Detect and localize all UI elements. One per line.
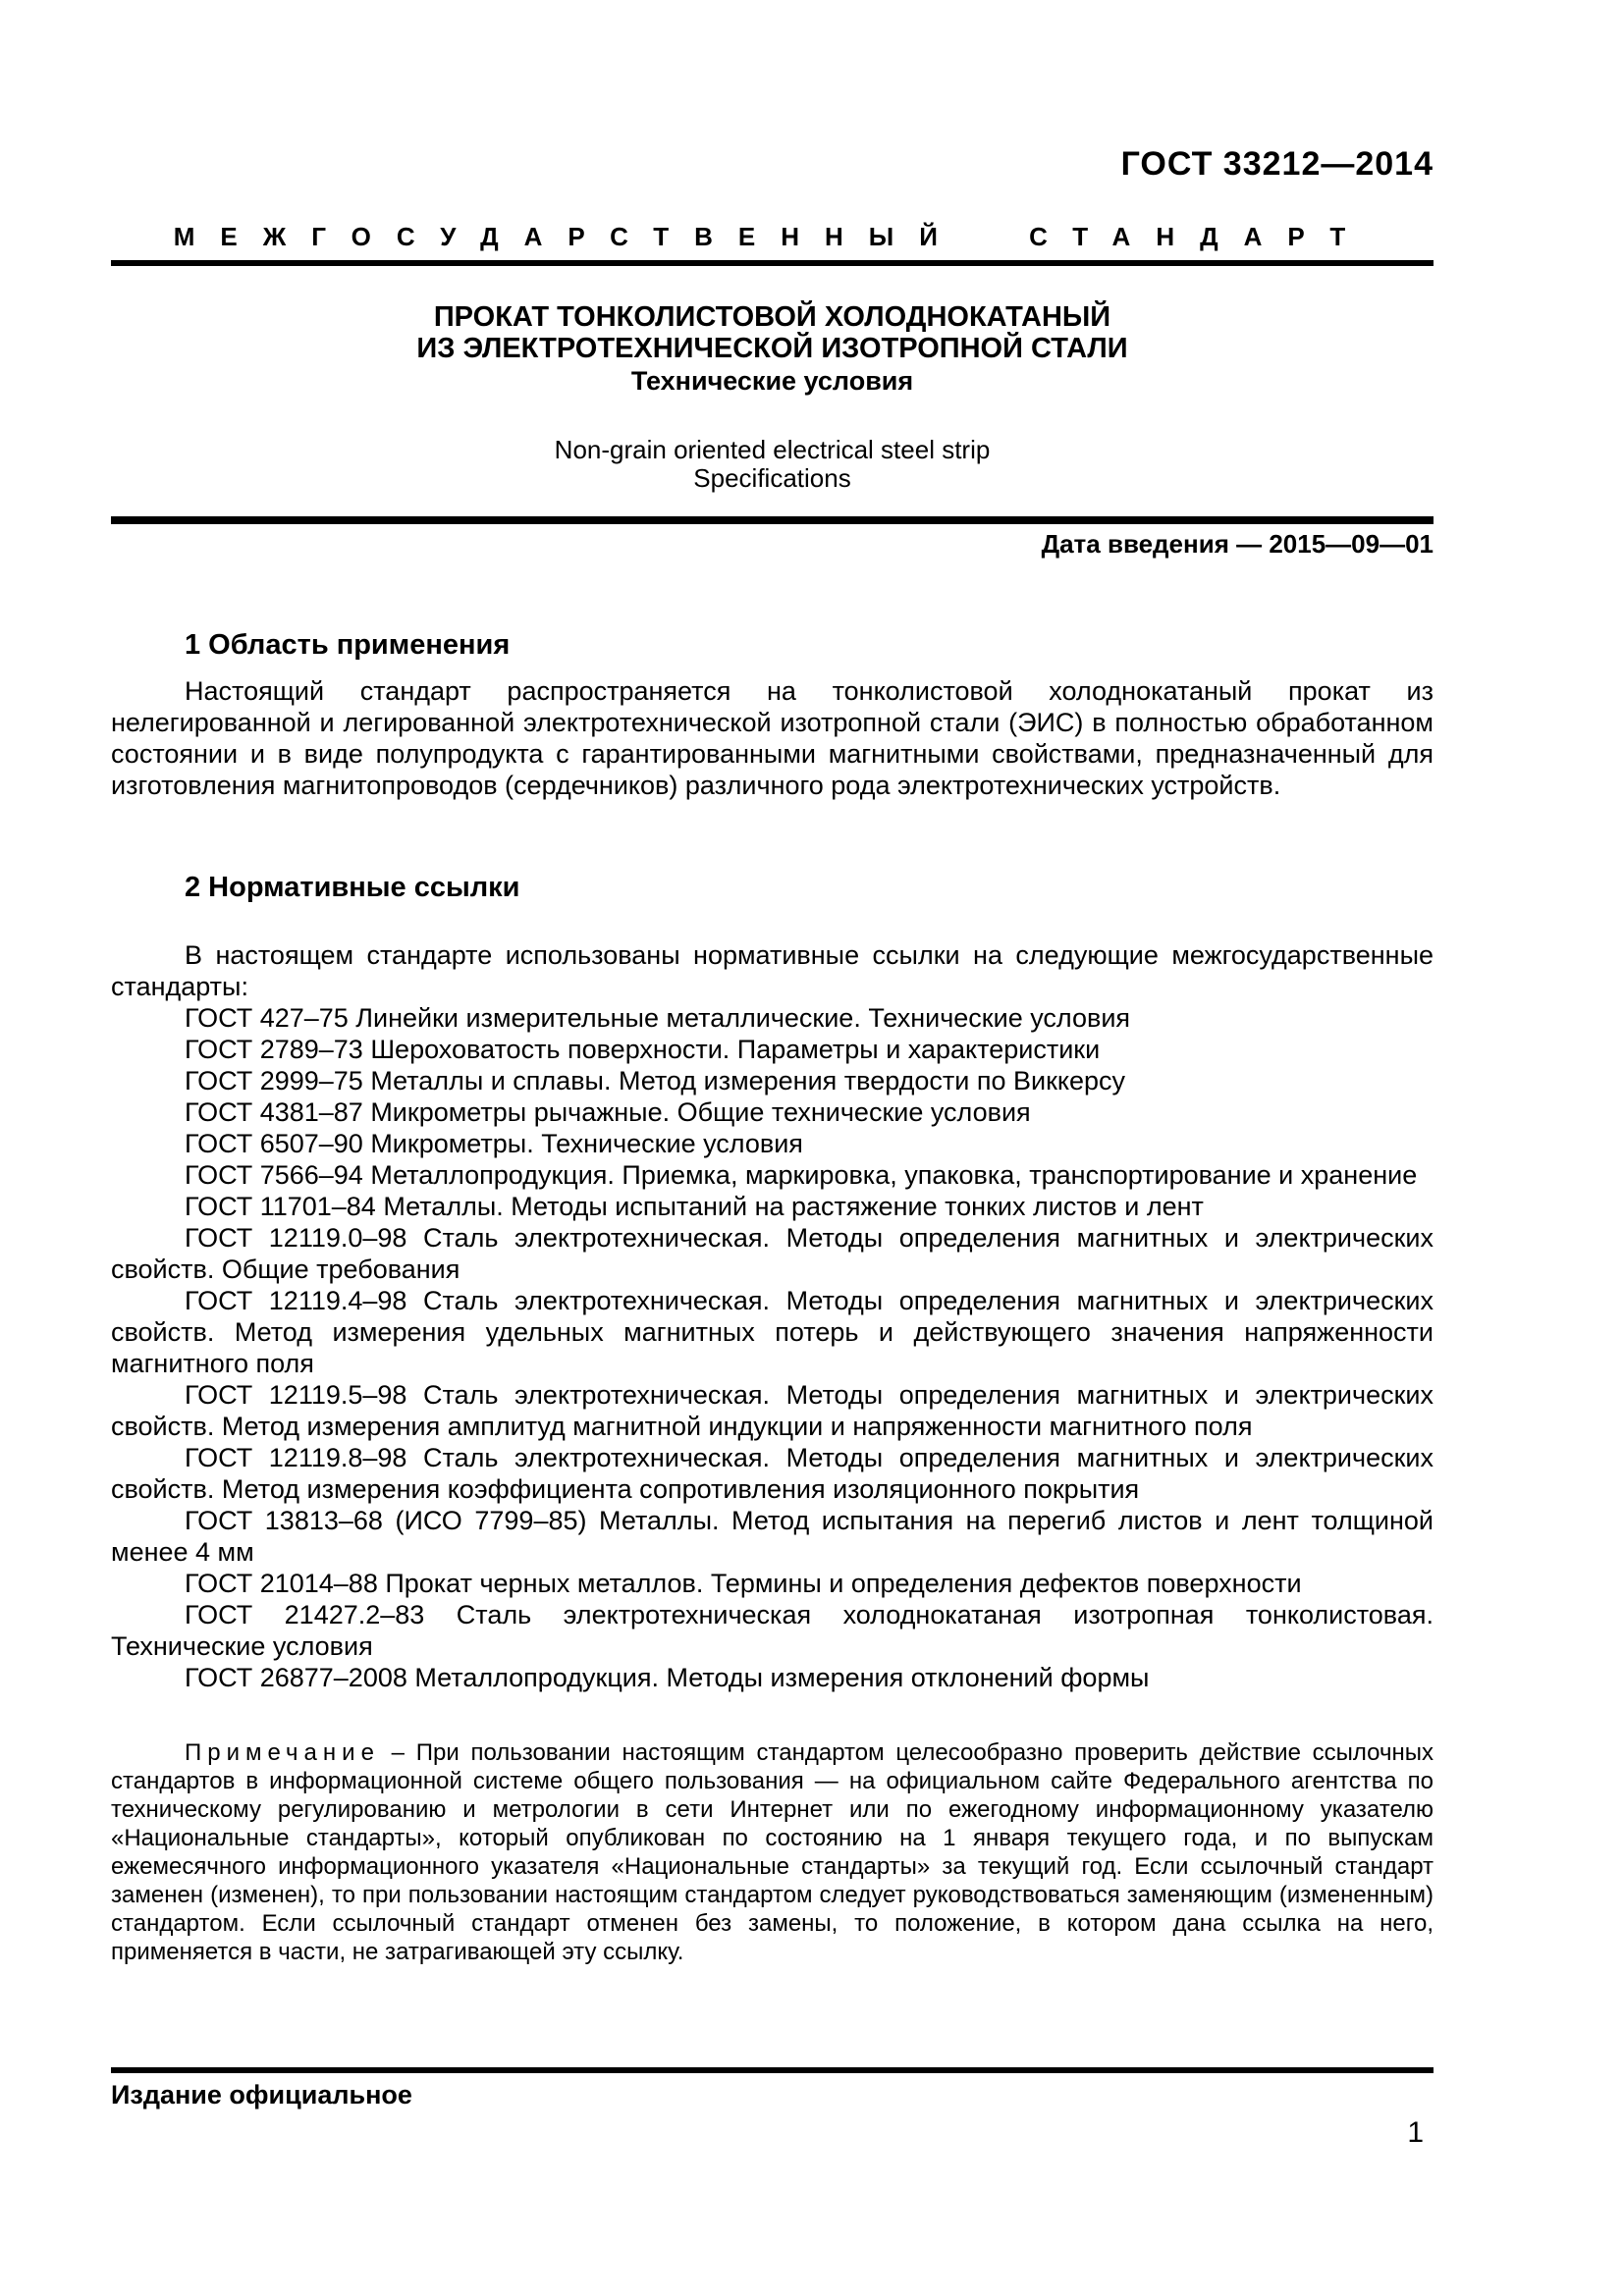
title-en-line-1: Non-grain oriented electrical steel strip (554, 435, 991, 464)
reference-item: ГОСТ 21427.2–83 Сталь электротехническая холоднокатаная изотропная тонколистовая. Технические условия (111, 1600, 1434, 1661)
edition-note: Издание официальное (111, 2080, 412, 2109)
reference-item: ГОСТ 11701–84 Металлы. Методы испытаний на растяжение тонких листов и лент (185, 1192, 1204, 1221)
reference-item: ГОСТ 6507–90 Микрометры. Технические условия (185, 1129, 803, 1158)
note-label: Примечание (185, 1739, 380, 1766)
reference-item: ГОСТ 12119.0–98 Сталь электротехническая. Методы определения магнитных и электрических свойств. Общие требования (111, 1223, 1434, 1284)
title-en-line-2: Specifications (693, 463, 851, 493)
title-line-2: ИЗ ЭЛЕКТРОТЕХНИЧЕСКОЙ ИЗОТРОПНОЙ СТАЛИ (416, 333, 1128, 364)
page-number: 1 (1407, 2116, 1424, 2149)
references-note (111, 1738, 1434, 1966)
reference-item: ГОСТ 12119.8–98 Сталь электротехническая. Методы определения магнитных и электрических свойств. Метод измерения коэффициента сопротивления изоляционного покрытия (111, 1443, 1434, 1504)
section-1-paragraph: Настоящий стандарт распространяется на тонколистовой холоднокатаный прокат из нелегированной и легированной электротехнической изотропной стали (ЭИС) в полностью обработанном состоянии и в виде полупродукта с гарантированными магнитными свойствами, предназначенный для изготовления магнитопроводов (сердечников) различного рода электротехнических устройств. (111, 676, 1434, 800)
reference-item: ГОСТ 13813–68 (ИСО 7799–85) Металлы. Метод испытания на перегиб листов и лент толщиной менее 4 мм (111, 1506, 1434, 1567)
footer-rule (111, 2067, 1434, 2073)
doc-number: ГОСТ 33212—2014 (1120, 145, 1434, 183)
section-2-intro: В настоящем стандарте использованы нормативные ссылки на следующие межгосударственные стандарты: (111, 940, 1434, 1001)
reference-item: ГОСТ 427–75 Линейки измерительные металлические. Технические условия (185, 1003, 1131, 1033)
reference-item: ГОСТ 26877–2008 Металлопродукция. Методы измерения отклонений формы (185, 1663, 1150, 1692)
title-block (111, 301, 1434, 397)
section-1-heading: 1 Область применения (185, 629, 511, 661)
effective-date-rule (111, 516, 1434, 524)
title-line-1: ПРОКАТ ТОНКОЛИСТОВОЙ ХОЛОДНОКАТАНЫЙ (433, 301, 1111, 333)
reference-item: ГОСТ 2789–73 Шероховатость поверхности. Параметры и характеристики (185, 1035, 1101, 1064)
page-content (111, 0, 1434, 1966)
section-2-heading: 2 Нормативные ссылки (185, 872, 520, 903)
reference-item: ГОСТ 21014–88 Прокат черных металлов. Термины и определения дефектов поверхности (185, 1569, 1302, 1598)
standard-type-header: МЕЖГОСУДАРСТВЕННЫЙ СТАНДАРТ (111, 222, 1434, 266)
title-subtitle: Технические условия (630, 366, 914, 396)
reference-item: ГОСТ 12119.4–98 Сталь электротехническая. Методы определения магнитных и электрических свойств. Метод измерения удельных магнитных потерь и действующего значения напряженности магнитного поля (111, 1286, 1434, 1378)
effective-date: Дата введения — 2015—09—01 (1041, 529, 1434, 559)
reference-item: ГОСТ 7566–94 Металлопродукция. Приемка, маркировка, упаковка, транспортирование и хранение (185, 1160, 1418, 1190)
reference-item: ГОСТ 12119.5–98 Сталь электротехническая. Методы определения магнитных и электрических свойств. Метод измерения амплитуд магнитной индукции и напряженности магнитного поля (111, 1380, 1434, 1441)
reference-item: ГОСТ 2999–75 Металлы и сплавы. Метод измерения твердости по Виккерсу (185, 1066, 1126, 1095)
title-english-block (111, 436, 1434, 493)
page-footer (111, 2067, 1434, 2149)
reference-item: ГОСТ 4381–87 Микрометры рычажные. Общие технические условия (185, 1097, 1031, 1127)
note-text: – При пользовании настоящим стандартом целесообразно проверить действие ссылочных стандартов в информационной системе общего пользования — на официальном сайте Федерального агентства по техническому регулированию и метрологии в сети Интернет или по ежегодному информационному указателю «Национальные стандарты», который опубликован по состоянию на 1 января текущего года, и по выпускам ежемесячного информационного указателя «Национальные стандарты» за текущий год. Если ссылочный стандарт заменен (изменен), то при пользовании настоящим стандартом следует руководствоваться заменяющим (измененным) стандартом. Если ссылочный стандарт отменен без замены, то положение, в котором дана ссылка на него, применяется в части, не затрагивающей эту ссылку. (111, 1739, 1434, 1965)
